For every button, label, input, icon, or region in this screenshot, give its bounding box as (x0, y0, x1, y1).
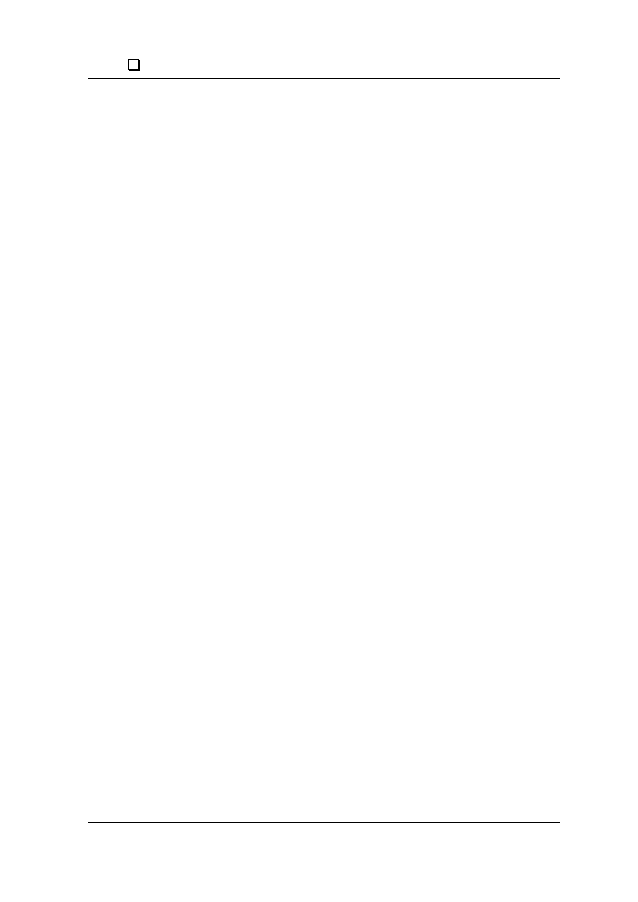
header-rule (88, 78, 560, 79)
figure-14-chart (104, 575, 550, 793)
figure-12-chart (108, 86, 546, 312)
page-header (88, 58, 560, 78)
footer-rule (88, 822, 560, 823)
figure-13-chart (108, 357, 546, 529)
square-bullet-icon (128, 59, 139, 70)
